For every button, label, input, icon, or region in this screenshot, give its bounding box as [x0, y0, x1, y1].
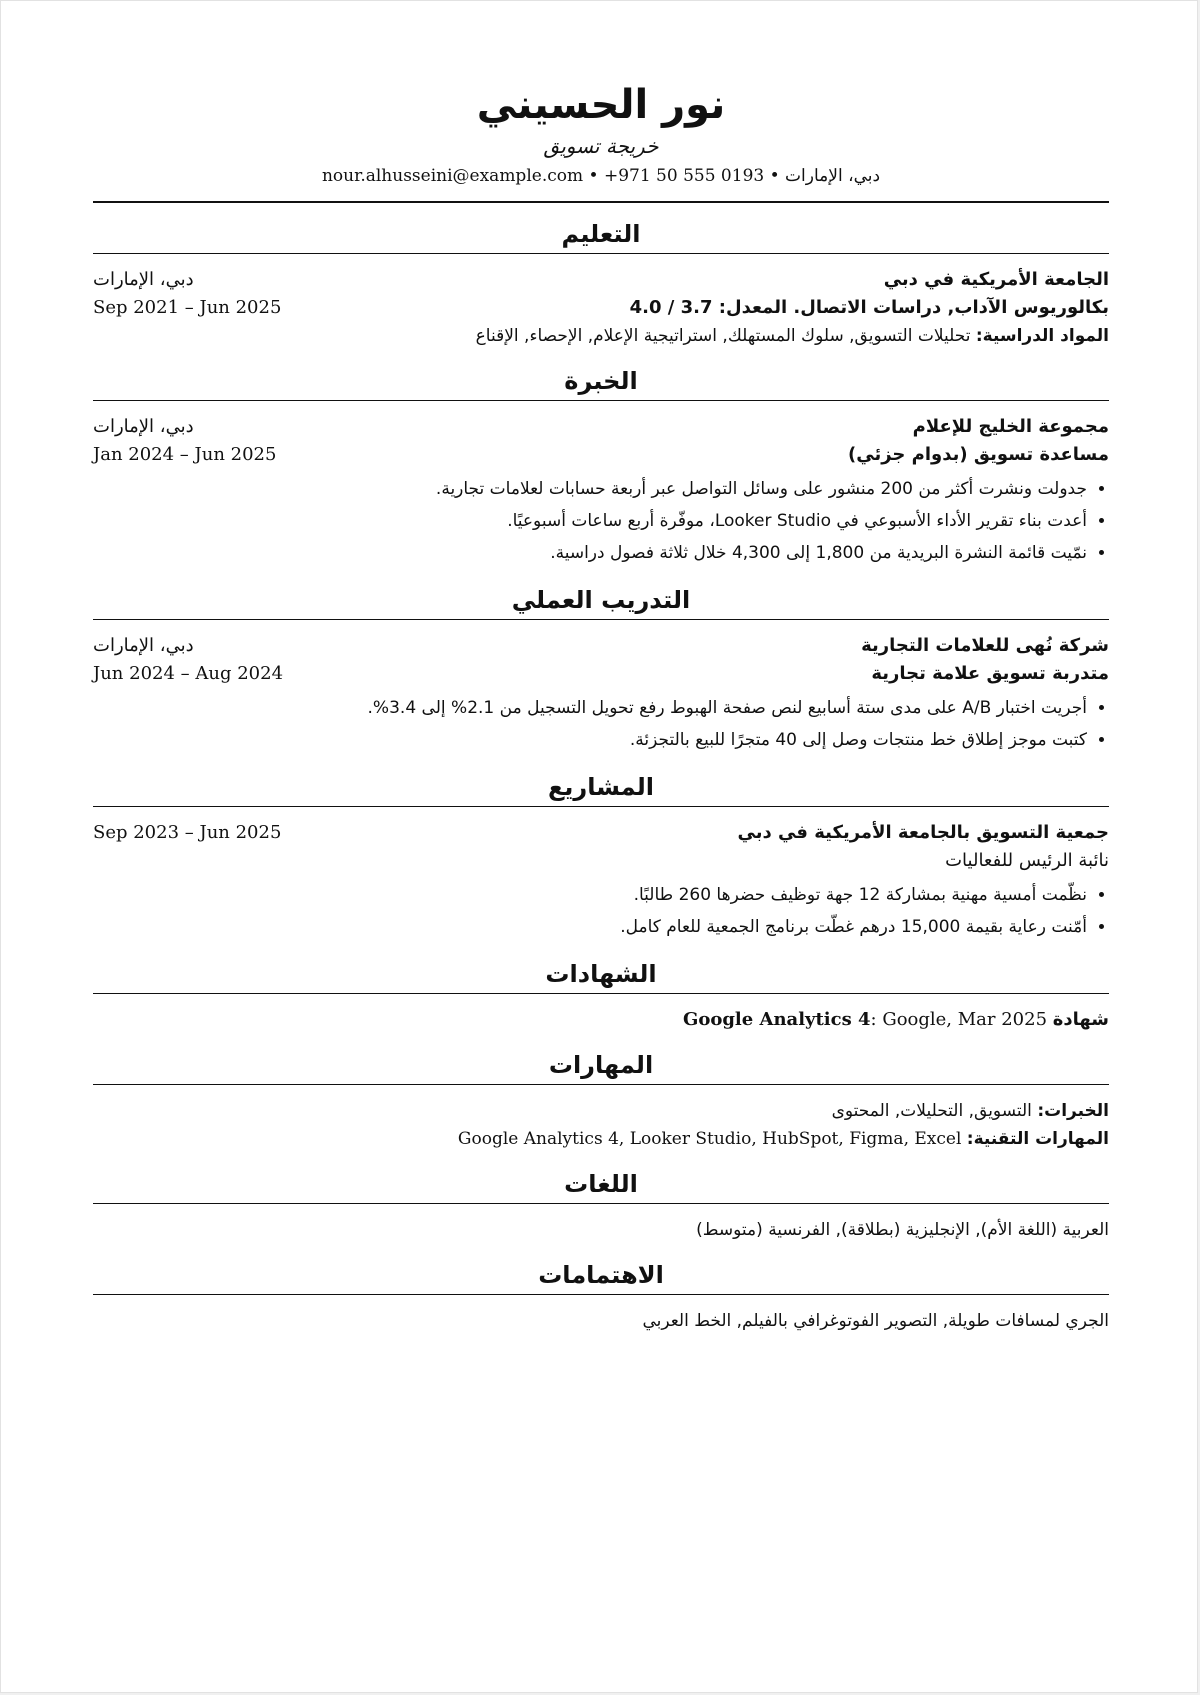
list-item: • أمّنت رعاية بقيمة 15,000 درهم غطّت برنامج الجمعية للعام كامل. — [93, 911, 1087, 943]
education-degree: بكالوريوس الآداب, دراسات الاتصال. المعدل: 3.7 / 4.0 — [629, 297, 1109, 318]
interests-text: الجري لمسافات طويلة, التصوير الفوتوغرافي بالفيلم, الخط العربي — [642, 1311, 1109, 1331]
candidate-name: نور الحسيني — [476, 82, 726, 128]
experience-location: دبي، الإمارات — [93, 416, 194, 437]
education-location: دبي، الإمارات — [93, 269, 194, 290]
contact-separator: • — [588, 166, 599, 186]
list-item: • جدولت ونشرت أكثر من 200 منشور على وسائل التواصل عبر أربعة حسابات لعلامات تجارية. — [93, 473, 1087, 505]
contact-separator: • — [769, 166, 780, 186]
section-title-projects: المشاريع — [93, 770, 1109, 807]
experience-bullets — [93, 473, 1109, 569]
contact-email: nour.alhusseini@example.com — [321, 166, 584, 186]
experience-role: مساعدة تسويق (بدوام جزئي) — [848, 444, 1109, 465]
list-item: • أعدت بناء تقرير الأداء الأسبوعي في Looker Studio، موفّرة أربع ساعات أسبوعيًا. — [93, 505, 1087, 537]
projects-bullets — [93, 879, 1109, 943]
internship-bullets — [93, 692, 1109, 756]
education-entry — [93, 266, 1109, 350]
projects-dates: Sep 2023 – Jun 2025 — [93, 822, 282, 843]
section-title-education: التعليم — [93, 217, 1109, 254]
list-item: • نمّيت قائمة النشرة البريدية من 1,800 إلى 4,300 خلال ثلاثة فصول دراسية. — [93, 537, 1087, 569]
cert-detail-wrapper — [683, 1009, 1047, 1030]
courses-label: المواد الدراسية: — [975, 326, 1109, 346]
experience-entry — [93, 413, 1109, 569]
languages-text: العربية (اللغة الأم), الإنجليزية (بطلاقة), الفرنسية (متوسط) — [696, 1220, 1109, 1240]
list-item: • نظّمت أمسية مهنية بمشاركة 12 جهة توظيف حضرها 260 طالبًا. — [93, 879, 1087, 911]
skills-technical — [93, 1125, 1109, 1153]
internship-role: متدربة تسويق علامة تجارية — [871, 663, 1109, 684]
section-title-skills: المهارات — [93, 1048, 1109, 1085]
courses-list: تحليلات التسويق, سلوك المستهلك, استراتيجية الإعلام, الإحصاء, الإقناع — [475, 326, 971, 346]
internship-org: شركة نُهى للعلامات التجارية — [861, 635, 1109, 656]
projects-role: نائبة الرئيس للفعاليات — [945, 850, 1109, 871]
projects-org: جمعية التسويق بالجامعة الأمريكية في دبي — [737, 822, 1109, 843]
cert-detail: : Google, Mar 2025 — [870, 1009, 1048, 1030]
contact-location: دبي، الإمارات — [785, 166, 881, 186]
expertise-list: التسويق, التحليلات, المحتوى — [831, 1101, 1032, 1121]
section-title-certifications: الشهادات — [93, 957, 1109, 994]
contact-phone: +971 50 555 0193 — [603, 166, 765, 186]
candidate-subtitle: خريجة تسويق — [543, 134, 659, 158]
education-courses — [93, 322, 1109, 350]
internship-location: دبي، الإمارات — [93, 635, 194, 656]
resume-content — [93, 79, 1109, 1335]
education-school: الجامعة الأمريكية في دبي — [883, 269, 1109, 290]
list-item: • أجريت اختبار A/B على مدى ستة أسابيع لنص صفحة الهبوط رفع تحويل التسجيل من 2.1% إلى 3.4%. — [93, 692, 1087, 724]
contact-line — [93, 161, 1109, 191]
experience-org: مجموعة الخليج للإعلام — [912, 416, 1109, 437]
expertise-label: الخبرات: — [1037, 1101, 1109, 1121]
cert-name: Google Analytics 4 — [682, 1009, 871, 1030]
tech-label: المهارات التقنية: — [966, 1129, 1109, 1149]
header-divider — [93, 201, 1109, 203]
cert-label: شهادة — [1052, 1009, 1109, 1030]
certification-line — [93, 1006, 1109, 1034]
projects-entry — [93, 819, 1109, 943]
skills-entry — [93, 1097, 1109, 1153]
education-dates: Sep 2021 – Jun 2025 — [93, 297, 282, 318]
section-title-interests: الاهتمامات — [93, 1258, 1109, 1295]
section-title-experience: الخبرة — [93, 364, 1109, 401]
section-title-internship: التدريب العملي — [93, 583, 1109, 620]
list-item: • كتبت موجز إطلاق خط منتجات وصل إلى 40 متجرًا للبيع بالتجزئة. — [93, 724, 1087, 756]
section-title-languages: اللغات — [93, 1167, 1109, 1204]
internship-dates: Jun 2024 – Aug 2024 — [93, 663, 284, 684]
experience-dates: Jan 2024 – Jun 2025 — [93, 444, 277, 465]
internship-entry — [93, 632, 1109, 756]
skills-expertise — [93, 1097, 1109, 1125]
tech-list: Google Analytics 4, Looker Studio, HubSpot, Figma, Excel — [457, 1129, 962, 1149]
